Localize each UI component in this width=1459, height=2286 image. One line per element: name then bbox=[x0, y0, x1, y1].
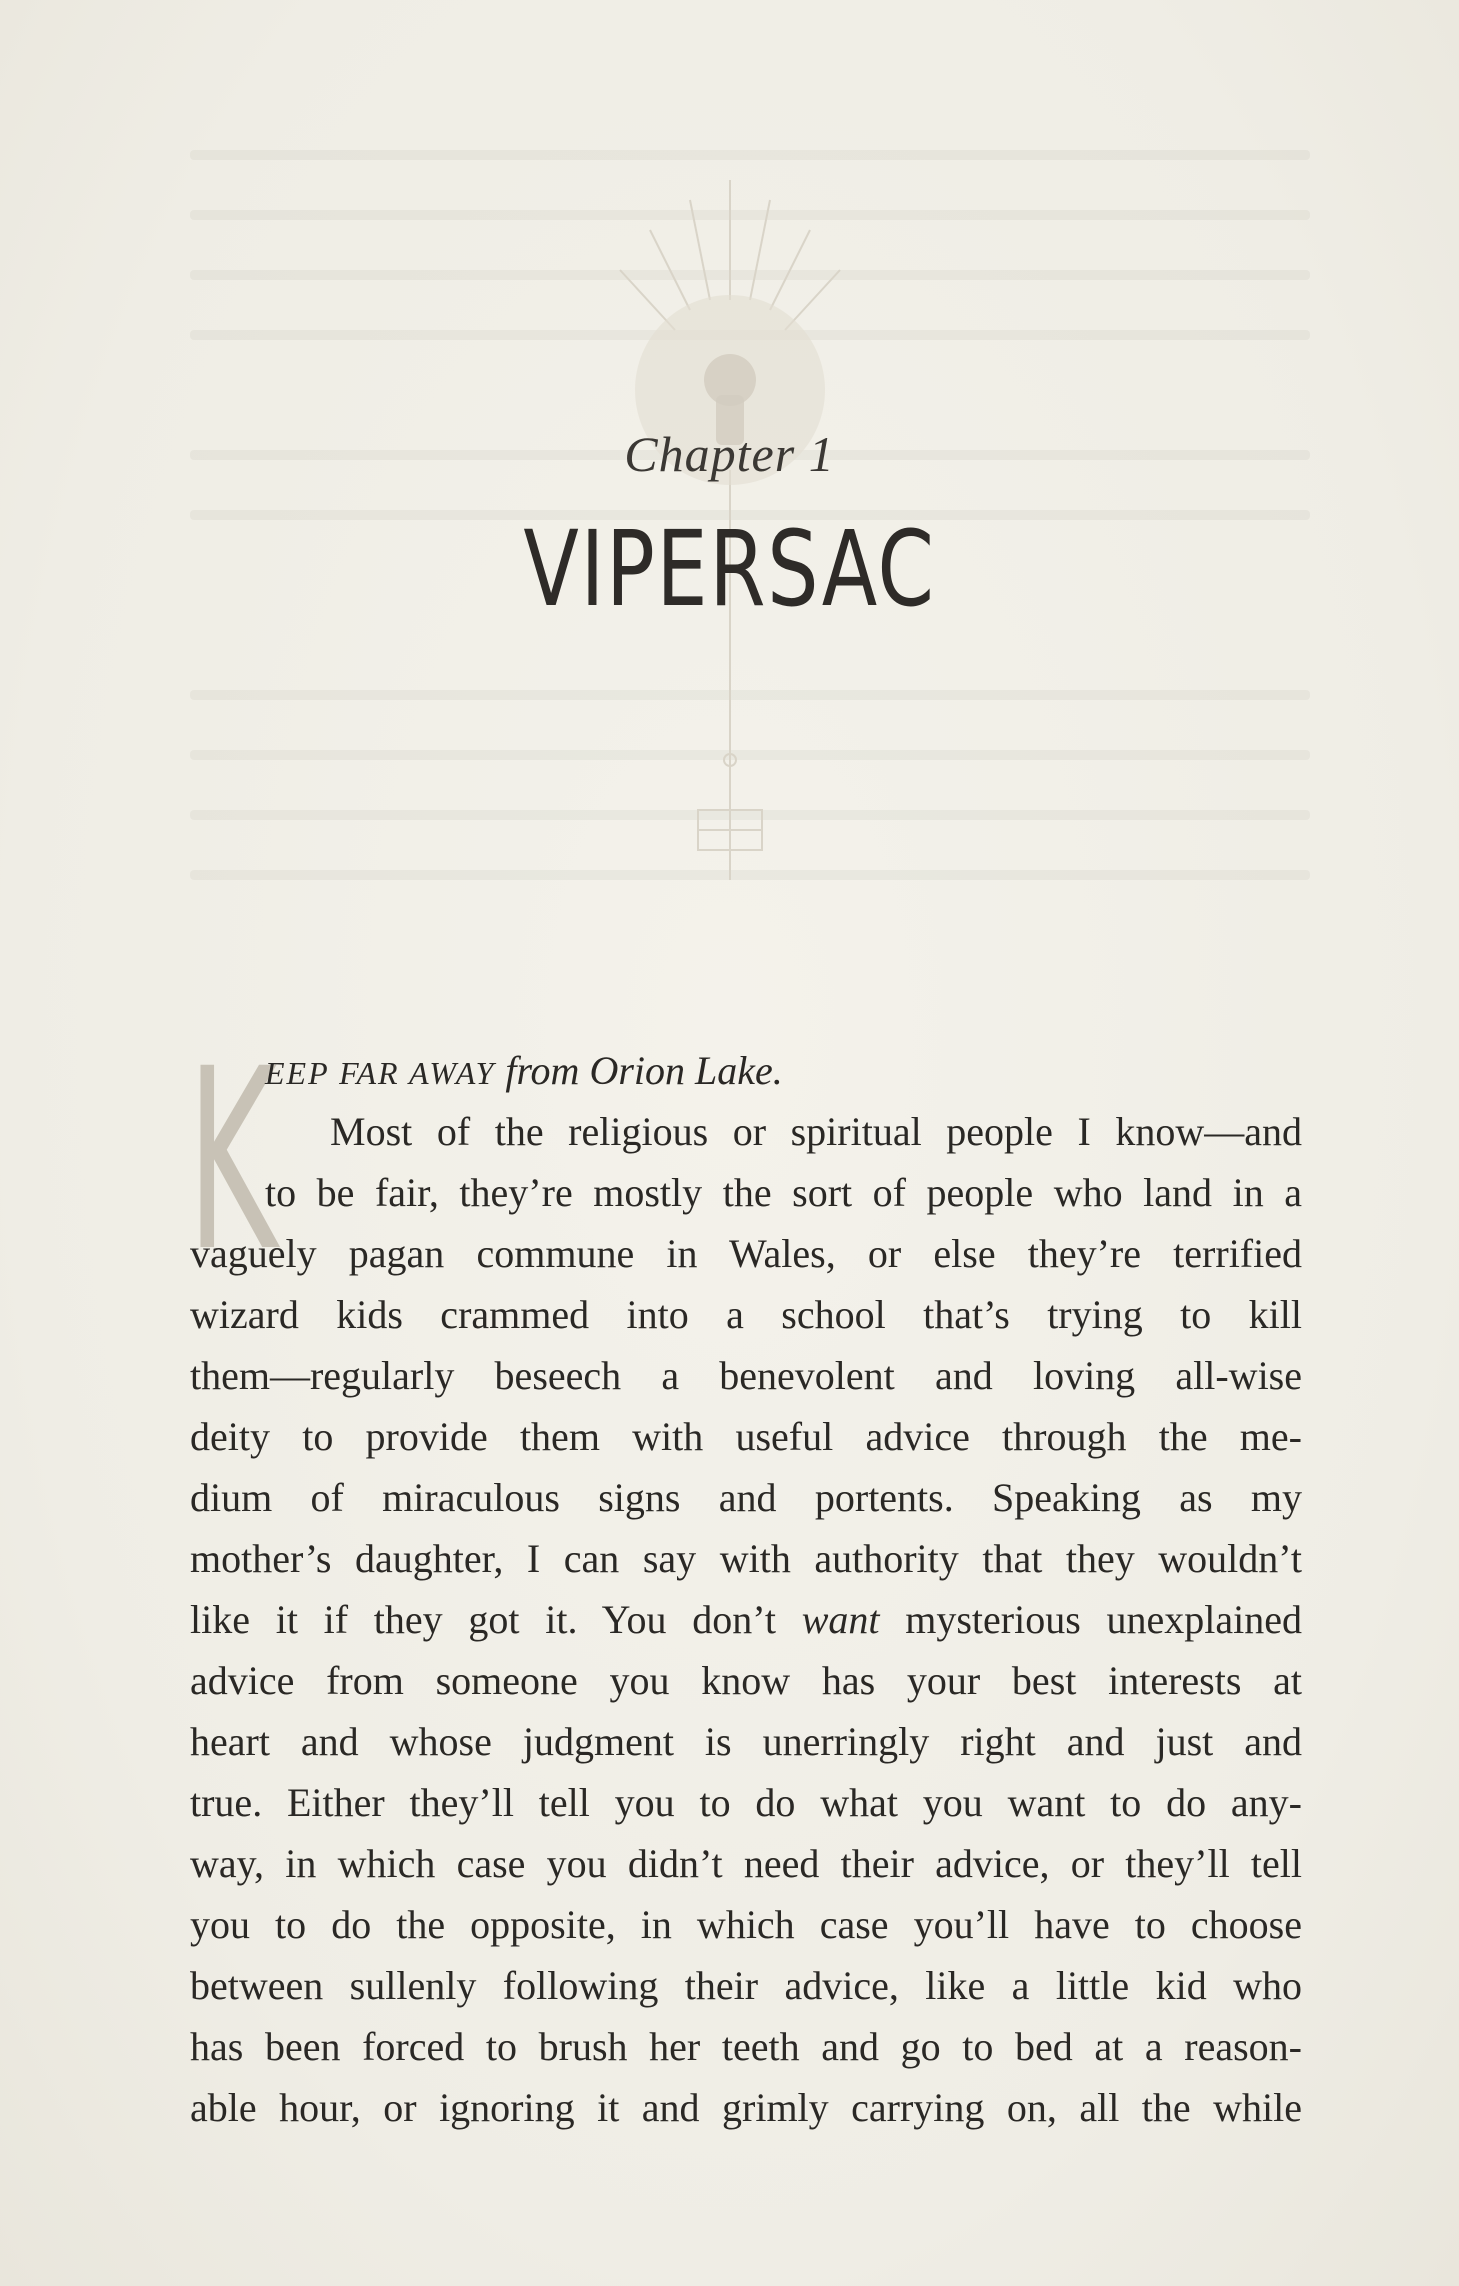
paragraph-line: Most of the religious or spiritual people I know—and bbox=[330, 1109, 1302, 1154]
paragraph-line bbox=[190, 1589, 1302, 1650]
paragraph-line: advice from someone you know has your best interests at bbox=[190, 1658, 1302, 1703]
paragraph-line: true. Either they’ll tell you to do what you want to do any- bbox=[190, 1780, 1302, 1825]
chapter-title: VIPERSAC bbox=[523, 508, 936, 630]
line-text: mysterious unexplained bbox=[879, 1597, 1302, 1642]
paragraph-line: them—regularly beseech a benevolent and loving all-wise bbox=[190, 1353, 1302, 1398]
opening-small-caps: EEP FAR AWAY bbox=[265, 1055, 496, 1091]
opening-italic: from Orion Lake. bbox=[505, 1048, 783, 1093]
paragraph-line: heart and whose judgment is unerringly right and just and bbox=[190, 1719, 1302, 1764]
opening-line bbox=[190, 1040, 1302, 1101]
paragraph-line: deity to provide them with useful advice through the me- bbox=[190, 1414, 1302, 1459]
paragraph-line: to be fair, they’re mostly the sort of people who land in a bbox=[265, 1170, 1302, 1215]
emphasis-want: want bbox=[801, 1597, 880, 1642]
chapter-number: Chapter 1 bbox=[624, 426, 835, 482]
body-text bbox=[190, 1040, 1302, 2138]
paragraph-line: able hour, or ignoring it and grimly carrying on, all the while bbox=[190, 2085, 1302, 2130]
paragraph-line: dium of miraculous signs and portents. Speaking as my bbox=[190, 1475, 1302, 1520]
show-through-line bbox=[190, 150, 1310, 160]
line-text: like it if they got it. You don’t bbox=[190, 1597, 802, 1642]
paragraph-line: vaguely pagan commune in Wales, or else they’re terrified bbox=[190, 1231, 1302, 1276]
paragraph-line: way, in which case you didn’t need their advice, or they’ll tell bbox=[190, 1841, 1302, 1886]
paragraph-line: mother’s daughter, I can say with authority that they wouldn’t bbox=[190, 1536, 1302, 1581]
paragraph-line: between sullenly following their advice, like a little kid who bbox=[190, 1963, 1302, 2008]
paragraph-line: has been forced to brush her teeth and go to bed at a reason- bbox=[190, 2024, 1302, 2069]
paragraph-line: you to do the opposite, in which case you’ll have to choose bbox=[190, 1902, 1302, 1947]
drop-cap: K bbox=[187, 1015, 278, 1306]
paragraph-line: wizard kids crammed into a school that’s trying to kill bbox=[190, 1292, 1302, 1337]
